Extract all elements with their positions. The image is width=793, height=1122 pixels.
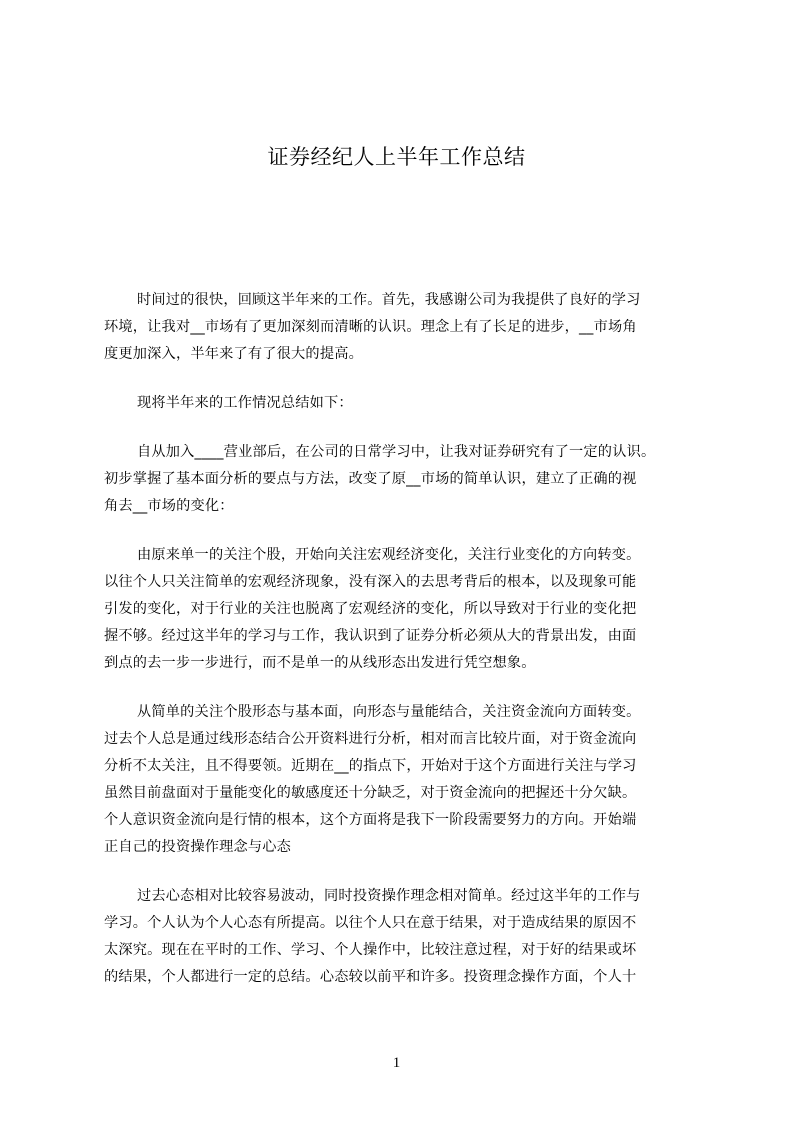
paragraph-gap <box>104 368 704 390</box>
paragraph-gap <box>104 520 704 542</box>
paragraph-line: 初步掌握了基本面分析的要点与方法，改变了原__市场的简单认识，建立了正确的视 <box>104 471 637 487</box>
paragraph-line: 太深究。现在在平时的工作、学习、个人操作中，比较注意过程，对于好的结果或坏 <box>104 942 637 958</box>
paragraph-gap <box>104 417 704 439</box>
paragraph-intro <box>104 287 704 368</box>
paragraph-line: 由原来单一的关注个股，开始向关注宏观经济变化，关注行业变化的方向转变。 <box>137 547 641 563</box>
paragraph-line: 正自己的投资操作理念与心态 <box>104 839 292 855</box>
paragraph-line: 现将半年来的工作情况总结如下： <box>137 395 353 411</box>
paragraph-macro-focus <box>104 542 704 677</box>
paragraph-line: 度更加深入，半年来了有了很大的提高。 <box>104 346 363 362</box>
paragraph-line: 的结果，个人都进行一定的总结。心态较以前平和许多。投资理念操作方面，个人十 <box>104 969 637 985</box>
paragraph-line: 到点的去一步一步进行，而不是单一的从线形态出发进行凭空想象。 <box>104 655 536 671</box>
paragraph-gap <box>104 861 704 883</box>
paragraph-line: 时间过的很快，回顾这半年来的工作。首先，我感谢公司为我提供了良好的学习 <box>137 292 641 308</box>
paragraph-line: 过去个人总是通过线形态结合公开资料进行分析，相对而言比较片面，对于资金流向 <box>104 731 637 747</box>
paragraph-line: 引发的变化，对于行业的关注也脱离了宏观经济的变化，所以导致对于行业的变化把 <box>104 601 637 617</box>
paragraph-line: 个人意识资金流向是行情的根本，这个方面将是我下一阶段需要努力的方向。开始端 <box>104 812 637 828</box>
paragraph-line: 分析不太关注，且不得要领。近期在__的指点下，开始对于这个方面进行关注与学习 <box>104 758 637 774</box>
paragraph-line: 学习。个人认为个人心态有所提高。以往个人只在意于结果，对于造成结果的原因不 <box>104 915 637 931</box>
paragraph-summary-lead <box>104 390 704 417</box>
document-title: 证券经纪人上半年工作总结 <box>267 145 526 169</box>
page-number: 1 <box>392 1055 401 1071</box>
paragraph-capital-flow <box>104 699 704 861</box>
paragraph-mindset <box>104 883 704 991</box>
paragraph-gap <box>104 677 704 699</box>
paragraph-line: 虽然目前盘面对于量能变化的敏感度还十分缺乏，对于资金流向的把握还十分欠缺。 <box>104 785 637 801</box>
document-body <box>104 287 704 991</box>
paragraph-line: 以往个人只关注简单的宏观经济现象，没有深入的去思考背后的根本，以及现象可能 <box>104 574 637 590</box>
paragraph-line: 环境，让我对__市场有了更加深刻而清晰的认识。理念上有了长足的进步，__市场角 <box>104 319 637 335</box>
paragraph-line: 从简单的关注个股形态与基本面，向形态与量能结合，关注资金流向方面转变。 <box>137 704 641 720</box>
paragraph-line: 过去心态相对比较容易波动，同时投资操作理念相对简单。经过这半年的工作与 <box>137 888 641 904</box>
paragraph-line: 自从加入____营业部后，在公司的日常学习中，让我对证券研究有了一定的认识。 <box>137 444 656 460</box>
paragraph-line: 握不够。经过这半年的学习与工作，我认识到了证券分析必须从大的背景出发，由面 <box>104 628 637 644</box>
paragraph-joining <box>104 439 704 520</box>
paragraph-line: 角去__市场的变化： <box>104 498 234 514</box>
